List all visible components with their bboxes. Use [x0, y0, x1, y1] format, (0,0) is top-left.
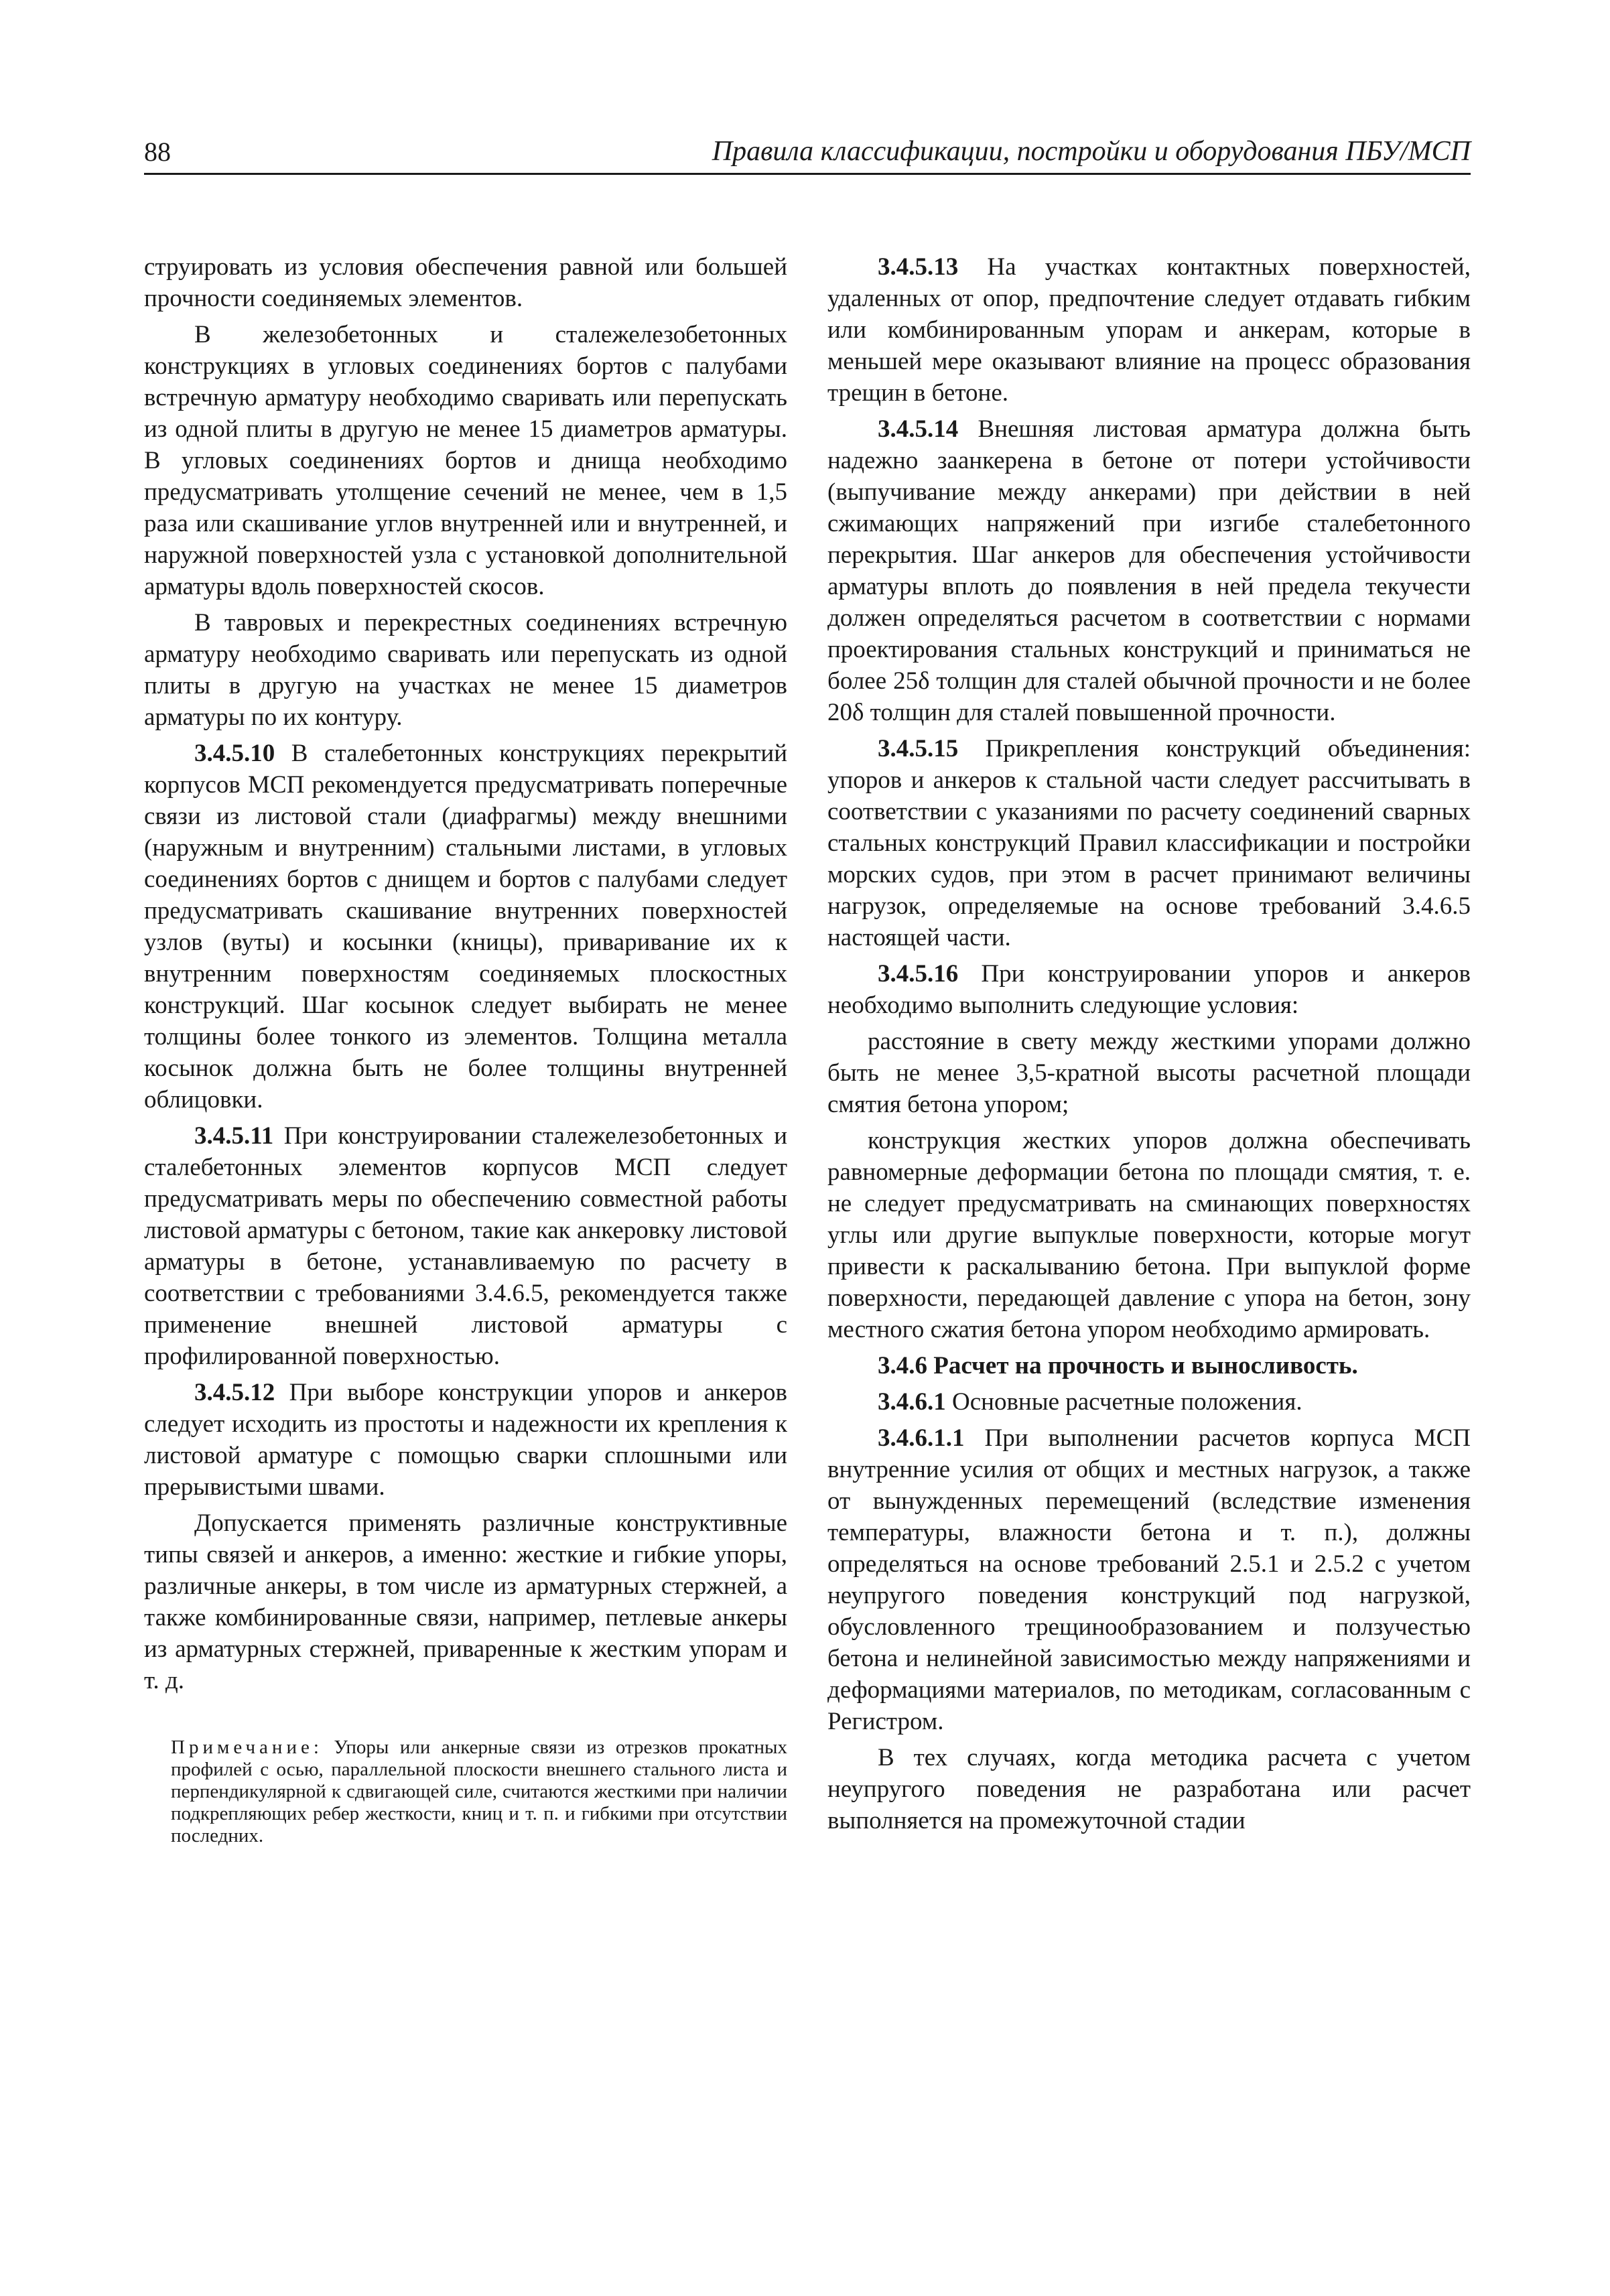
clause-number: 3.4.5.10: [194, 740, 275, 767]
list-item: конструкция жестких упоров должна обеспечивать равномерные деформации бетона по площади смятия, т. е. не следует предусматривать на сминающих поверхностях углы или другие выпуклые поверхности, которые могут привести к раскалыванию бетона. При выпуклой форме поверхности, передающей давление с упора на бетон, зону местного сжатия бетона упором необходимо армировать.: [827, 1127, 1471, 1343]
clause-number: 3.4.5.11: [194, 1122, 274, 1150]
clause-3-4-5-12: [144, 1377, 787, 1503]
clause-number: 3.4.5.13: [878, 253, 959, 281]
clause-number: 3.4.6.1.1: [878, 1424, 965, 1452]
clause-number: 3.4.6.1: [878, 1388, 946, 1416]
paragraph: В тавровых и перекрестных соединениях встречную арматуру необходимо сваривать или перепускать из одной плиты в другую на участках не менее 15 диаметров арматуры по их контуру.: [144, 609, 787, 731]
paragraph: струировать из условия обеспечения равной или большей прочности соединяемых элементов.: [144, 253, 787, 312]
clause-3-4-5-15: [827, 733, 1471, 953]
clause-text: При конструировании сталежелезобетонных и сталебетонных элементов корпусов МСП следует предусматривать меры по обеспечению совместной работы листовой арматуры с бетоном, такие как анкеровку листовой арматуры в бетоне, устанавливаемую по расчету в соответствии с требованиями 3.4.6.5, рекомендуется также применение внешней листовой арматуры с профилированной поверхностью.: [144, 1122, 787, 1370]
clause-number: 3.4.5.12: [194, 1379, 275, 1406]
clause-number: 3.4.5.14: [878, 415, 959, 443]
clause-text: При конструировании упоров и анкеров необходимо выполнить следующие условия:: [827, 960, 1471, 1019]
clause-3-4-6-1: [827, 1386, 1471, 1418]
right-column: [827, 251, 1471, 1841]
section-heading: 3.4.6 Расчет на прочность и выносливость.: [878, 1352, 1358, 1379]
clause-3-4-5-16: [827, 958, 1471, 1021]
clause-text: Основные расчетные положения.: [945, 1388, 1302, 1416]
clause-number: 3.4.5.16: [878, 960, 959, 988]
clause-3-4-5-11: [144, 1120, 787, 1372]
clause-text: В сталебетонных конструкциях перекрытий корпусов МСП рекомендуется предусматривать поперечные связи из листовой стали (диафрагмы) между внешними (наружным и внутренним) стальными листами, в угловых соединениях бортов с днищем и бортов с палубами следует предусматривать скашивание внутренних поверхностей узлов (вуты) и косынки (кницы), приваривание их к внутренним поверхностям соединяемых плоскостных конструкций. Шаг косынок следует выбирать не менее толщины более тонкого из элементов. Толщина металла косынок должна быть не более толщины внутренней облицовки.: [144, 740, 787, 1113]
paragraph: В железобетонных и сталежелезобетонных конструкциях в угловых соединениях бортов с палубами встречную арматуру необходимо сваривать или перепускать из одной плиты в другую не менее 15 диаметров арматуры. В угловых соединениях бортов и днища необходимо предусматривать утолщение сечений не менее, чем в 1,5 раза или скашивание углов внутренней или и внутренней, и наружной поверхностей узла с установкой дополнительной арматуры вдоль поверхностей скосов.: [144, 321, 787, 600]
list-item: расстояние в свету между жесткими упорами должно быть не менее 3,5-кратной высоты расчетной площади смятия бетона упором;: [827, 1028, 1471, 1118]
note-text: Упоры или анкерные связи из отрезков прокатных профилей с осью, параллельной плоскости внешнего стального листа и перпендикулярной к сдвигающей силе, считаются жесткими при наличии подкрепляющих ребер жесткости, книц и т. п. и гибкими при отсутствии последних.: [171, 1737, 787, 1846]
running-title: Правила классификации, постройки и оборудования ПБУ/МСП: [712, 136, 1471, 167]
paragraph: В тех случаях, когда методика расчета с учетом неупругого поведения не разработана или расчет выполняется на промежуточной стадии: [827, 1744, 1471, 1834]
page-header: [144, 126, 1471, 175]
clause-text: Прикрепления конструкций объединения: упоров и анкеров к стальной части следует рассчитывать в соответствии с указаниями по расчету соединений сварных стальных конструкций Правил классификации и постройки морских судов, при этом в расчет принимают величины нагрузок, определяемые на основе требований 3.4.6.5 настоящей части.: [827, 735, 1471, 951]
clause-3-4-5-10: [144, 738, 787, 1116]
left-column: [144, 251, 787, 1847]
clause-number: 3.4.5.15: [878, 735, 959, 762]
page-number: 88: [144, 137, 171, 167]
note-label: Примечание:: [171, 1737, 323, 1758]
clause-3-4-6-1-1: [827, 1422, 1471, 1737]
clause-text: При выборе конструкции упоров и анкеров следует исходить из простоты и надежности их крепления к листовой арматуре с помощью сварки сплошными или прерывистыми швами.: [144, 1379, 787, 1501]
clause-3-4-5-13: [827, 251, 1471, 409]
clause-3-4-5-14: [827, 413, 1471, 728]
note: [144, 1737, 787, 1847]
paragraph: Допускается применять различные конструктивные типы связей и анкеров, а именно: жесткие и гибкие упоры, различные анкеры, в том числе из арматурных стержней, а также комбинированные связи, например, петлевые анкеры из арматурных стержней, приваренные к жестким упорам и т. д.: [144, 1509, 787, 1694]
clause-text: Внешняя листовая арматура должна быть надежно заанкерена в бетоне от потери устойчивости (выпучивание между анкерами) при действии в ней сжимающих напряжений при изгибе сталебетонного перекрытия. Шаг анкеров для обеспечения устойчивости арматуры вплоть до появления в ней предела текучести должен определяться расчетом в соответствии с нормами проектирования стальных конструкций и приниматься не более 25δ толщин для сталей обычной прочности и не более 20δ толщин для сталей повышенной прочности.: [827, 415, 1471, 726]
clause-text: На участках контактных поверхностей, удаленных от опор, предпочтение следует отдавать гибким или комбинированным упорам и анкерам, которые в меньшей мере оказывают влияние на процесс образования трещин в бетоне.: [827, 253, 1471, 407]
clause-text: При выполнении расчетов корпуса МСП внутренние усилия от общих и местных нагрузок, а также от вынужденных перемещений (вследствие изменения температуры, влажности бетона и т. п.), должны определяться на основе требований 2.5.1 и 2.5.2 с учетом неупругого поведения конструкций под нагрузкой, обусловленного трещинообразованием и ползучестью бетона и нелинейной зависимостью между напряжениями и деформациями материалов, по методикам, согласованным с Регистром.: [827, 1424, 1471, 1735]
